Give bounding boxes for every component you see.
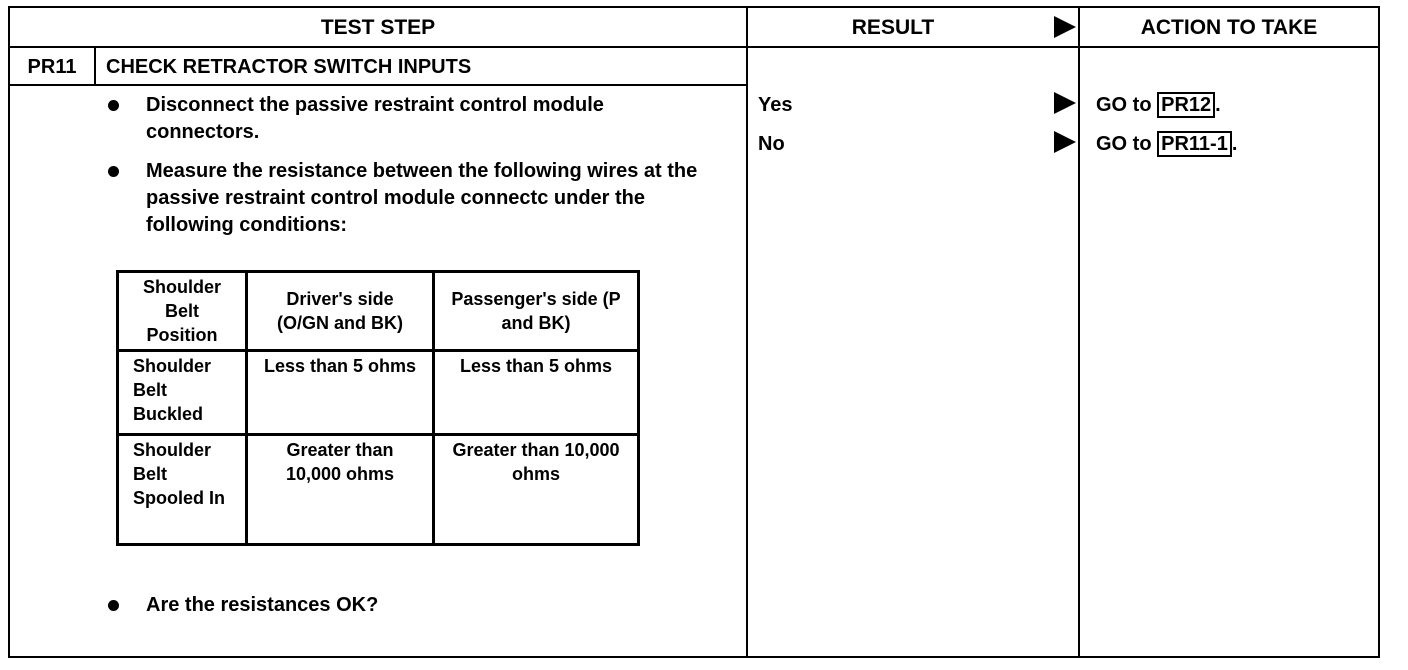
column-divider-result <box>746 8 748 656</box>
table-header-row <box>118 272 639 351</box>
header-arrow-icon <box>1054 16 1076 38</box>
header-test-step: TEST STEP <box>320 16 436 39</box>
table-header-cell: Shoulder Belt Position <box>118 272 247 351</box>
table-cell: Less than 5 ohms <box>247 351 434 435</box>
table-cell: Greater than 10,000 ohms <box>434 435 639 545</box>
action-ref-link[interactable]: PR11-1 <box>1157 131 1232 157</box>
table-row <box>118 435 639 545</box>
action-prefix: GO to <box>1096 133 1152 155</box>
table-cell: Shoulder Belt Spooled In <box>118 435 247 545</box>
bullet-icon <box>108 600 119 611</box>
action-yes <box>1096 94 1221 117</box>
result-arrow-icon <box>1054 92 1076 114</box>
instruction-1: Disconnect the passive restraint control module connectors. <box>146 94 604 143</box>
action-ref-link[interactable]: PR12 <box>1157 92 1215 118</box>
action-prefix: GO to <box>1096 94 1152 116</box>
column-divider-action <box>1078 8 1080 656</box>
table-cell: Less than 5 ohms <box>434 351 639 435</box>
header-action: ACTION TO TAKE <box>1140 16 1318 39</box>
table-header-cell: Passenger's side (P and BK) <box>434 272 639 351</box>
action-suffix: . <box>1215 94 1221 116</box>
step-title: CHECK RETRACTOR SWITCH INPUTS <box>106 55 472 78</box>
bullet-icon <box>108 166 119 177</box>
result-yes: Yes <box>758 94 793 116</box>
table-cell: Greater than 10,000 ohms <box>247 435 434 545</box>
table-cell: Shoulder Belt Buckled <box>118 351 247 435</box>
header-result: RESULT <box>851 16 935 39</box>
step-id-divider <box>94 46 96 86</box>
action-suffix: . <box>1231 133 1238 155</box>
bullet-icon <box>108 100 119 111</box>
step-id: PR11 <box>27 55 77 78</box>
action-no <box>1096 133 1237 156</box>
table-header-cell: Driver's side (O/GN and BK) <box>247 272 434 351</box>
instruction-2: Measure the resistance between the following wires at the passive restraint control module connectc under the following conditions: <box>146 160 698 236</box>
result-no: No <box>758 133 785 155</box>
resistance-table <box>116 270 640 546</box>
diagnostic-table-frame <box>8 6 1380 658</box>
step-question: Are the resistances OK? <box>146 594 379 616</box>
table-row <box>118 351 639 435</box>
result-arrow-icon <box>1054 131 1076 153</box>
